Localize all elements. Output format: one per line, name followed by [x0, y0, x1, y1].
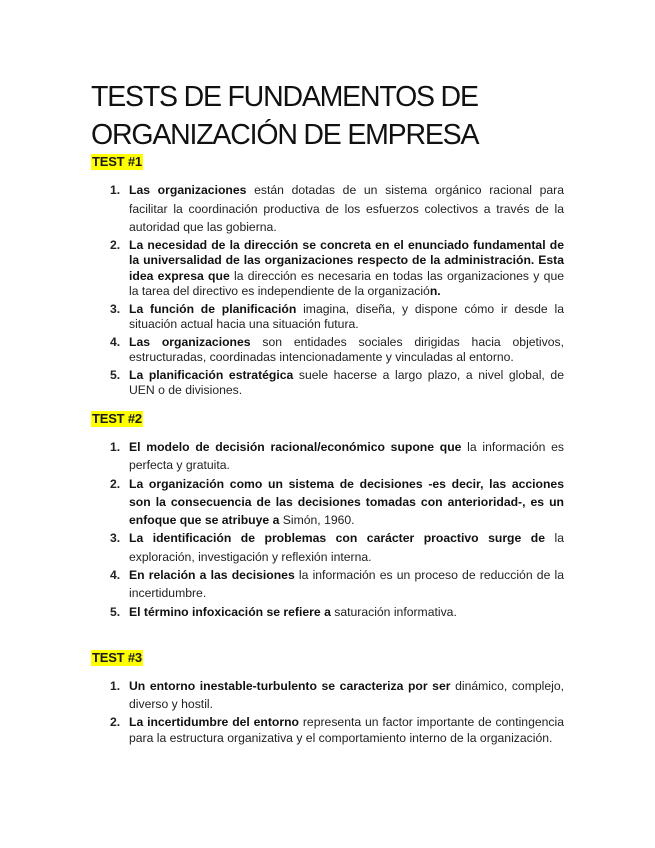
item-text: suele hacerse a largo plazo, a nivel global, de UEN o de divisiones.	[129, 367, 564, 397]
item-number: 1.	[110, 183, 121, 197]
item-bold-text: La incertidumbre del entorno	[129, 715, 300, 729]
item-number: 5.	[110, 604, 121, 619]
item-bold-text: La planificación estratégica	[129, 367, 294, 382]
item-bold-tail: n.	[429, 284, 441, 298]
item-text: la información es un proceso de reducción de la incertidumbre.	[129, 568, 565, 601]
list-item	[110, 714, 564, 746]
list-item	[110, 334, 564, 366]
document-title	[91, 78, 611, 154]
item-bold-text: El modelo de decisión racional/económico supone que	[129, 440, 462, 454]
item-bold-text: Las organizaciones	[129, 334, 251, 349]
item-bold-text: Las organizaciones	[129, 183, 247, 197]
item-bold-text: Un entorno inestable-turbulento se caracteriza por ser	[129, 679, 451, 693]
item-text: la exploración, investigación y reflexión interna.	[129, 531, 565, 564]
list-item	[110, 475, 564, 530]
item-bold-text: En relación a las decisiones	[129, 568, 295, 583]
title-line-2: ORGANIZACIÓN DE EMPRESA	[91, 119, 479, 151]
item-text: la información es perfecta y gratuita.	[129, 440, 564, 473]
item-number: 2.	[110, 715, 121, 729]
item-text: dinámico, complejo, diverso y hostil.	[129, 679, 564, 711]
list-item	[110, 566, 565, 603]
item-text: representa un factor importante de contingencia para la estructura organizativa y el comportamiento interno de la organización.	[129, 715, 564, 745]
item-number: 4.	[110, 568, 121, 583]
item-bold-text: La organización como un sistema de decisiones -es decir, las acciones son la consecuencia de las decisiones tomadas con anterioridad-, es un enfoque que se atribuye a	[129, 476, 564, 528]
item-text: saturación informativa.	[330, 604, 457, 619]
item-bold-text: La necesidad de la dirección se concreta en el enunciado fundamental de la universalidad de las organizaciones respecto de la administración. Esta idea expresa que	[129, 237, 564, 283]
item-number: 2.	[110, 476, 121, 491]
test-1-list	[110, 181, 565, 399]
item-bold-text: La función de planificación	[129, 301, 297, 316]
item-text: son entidades sociales dirigidas hacia objetivos, estructuradas, coordinadas intencionadamente y vinculadas al entorno.	[129, 334, 564, 364]
item-number: 3.	[110, 301, 121, 316]
title-line-1: TESTS DE FUNDAMENTOS DE	[91, 81, 478, 113]
list-item	[110, 367, 564, 399]
test-3-list	[110, 678, 564, 746]
item-text: Simón, 1960.	[279, 513, 355, 528]
list-item	[110, 438, 564, 475]
item-number: 3.	[110, 531, 121, 546]
item-number: 4.	[110, 334, 121, 349]
list-item	[110, 301, 564, 333]
item-number: 1.	[110, 440, 121, 454]
list-item	[110, 237, 565, 300]
item-text: la dirección es necesaria en todas las organizaciones y que la tarea del directivo es independiente de la organizació	[129, 268, 565, 298]
list-item	[110, 678, 564, 713]
section-label-test-3: TEST #3	[92, 650, 142, 665]
test-2-list	[110, 438, 565, 621]
item-text: están dotadas de un sistema orgánico racional para facilitar la coordinación productiva de los esfuerzos colectivos a través de la autoridad que las gobierna.	[129, 183, 565, 234]
item-bold-text: La identificación de problemas con carácter proactivo surge de	[129, 531, 546, 546]
section-label-test-2: TEST #2	[92, 411, 142, 426]
section-label-test-1: TEST #1	[92, 154, 142, 169]
list-item	[110, 529, 565, 566]
list-item	[110, 603, 564, 621]
list-item	[110, 181, 565, 237]
item-text: imagina, diseña, y dispone cómo ir desde la situación actual hacia una situación futura.	[129, 301, 564, 331]
item-bold-text: El término infoxicación se refiere a	[129, 604, 331, 619]
item-number: 1.	[110, 679, 121, 693]
item-number: 5.	[110, 367, 121, 382]
item-number: 2.	[110, 237, 121, 252]
